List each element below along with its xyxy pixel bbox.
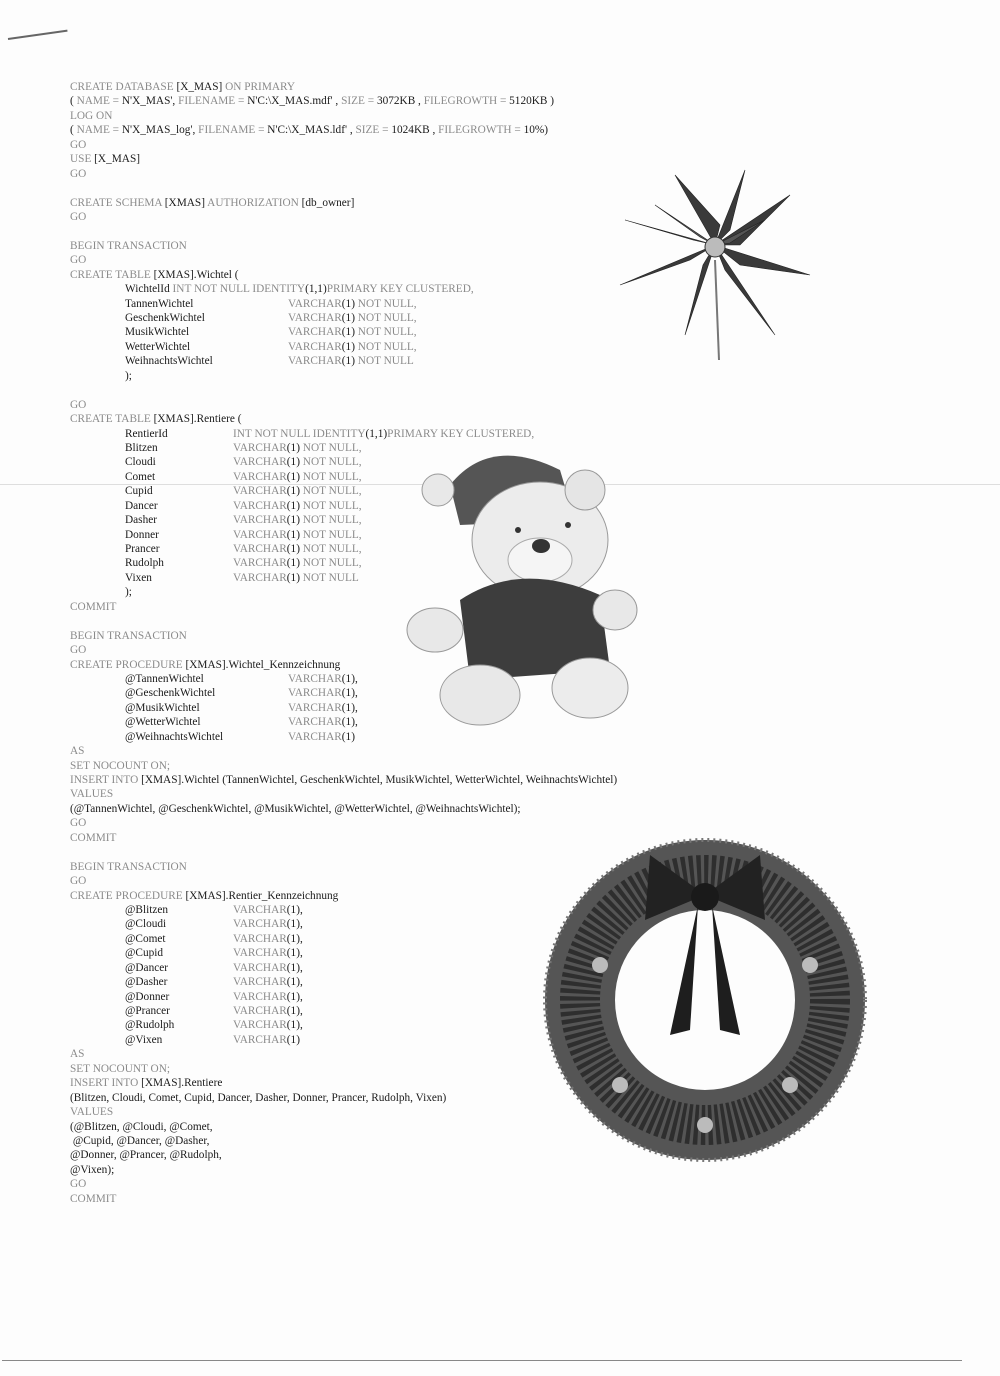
code-line: GO	[70, 644, 87, 657]
procedure-param: @Rudolph VARCHAR(1),	[125, 1019, 303, 1032]
table-column-row: TannenWichtel VARCHAR(1) NOT NULL,	[125, 297, 417, 310]
code-line: USE [X_MAS]	[70, 153, 140, 166]
code-line: COMMIT	[70, 1192, 117, 1205]
code-line: GO	[70, 210, 87, 223]
code-line: LOG ON	[70, 109, 113, 122]
table-column-row: WetterWichtel VARCHAR(1) NOT NULL,	[125, 340, 417, 353]
keyword: CREATE DATABASE	[70, 81, 174, 93]
procedure-param: @Cupid VARCHAR(1),	[125, 947, 303, 960]
table-column-row: Donner VARCHAR(1) NOT NULL,	[125, 528, 362, 541]
code-line: );	[125, 369, 132, 382]
procedure-param: @Prancer VARCHAR(1),	[125, 1005, 303, 1017]
code-line: (Blitzen, Cloudi, Comet, Cupid, Dancer, Dasher, Donner, Prancer, Rudolph, Vixen)	[70, 1091, 447, 1104]
code-line: GO	[70, 167, 87, 180]
code-line: AS	[70, 1048, 85, 1061]
code-line: GO	[70, 875, 87, 888]
code-line: GO	[70, 1178, 87, 1191]
code-line: GO	[70, 817, 87, 830]
table-column-row: MusikWichtel VARCHAR(1) NOT NULL,	[125, 326, 417, 339]
table-column-row: GeschenkWichtel VARCHAR(1) NOT NULL,	[125, 312, 417, 324]
code-line: COMMIT	[70, 600, 117, 613]
page-edge	[2, 1360, 962, 1361]
code-line: (@TannenWichtel, @GeschenkWichtel, @MusikWichtel, @WetterWichtel, @WeihnachtsWichtel);	[70, 802, 521, 815]
procedure-param: @Comet VARCHAR(1),	[125, 932, 303, 945]
code-line: CREATE TABLE [XMAS].Rentiere (	[70, 413, 242, 426]
code-line: @Donner, @Prancer, @Rudolph,	[70, 1149, 222, 1162]
code-line: ( NAME = N'X_MAS', FILENAME = N'C:\X_MAS.mdf' , SIZE = 3072KB , FILEGROWTH = 5120KB )	[70, 95, 555, 108]
code-line: CREATE PROCEDURE [XMAS].Wichtel_Kennzeichnung	[70, 658, 341, 671]
code-line: );	[125, 586, 132, 599]
code-line: SET NOCOUNT ON;	[70, 1062, 171, 1075]
table-column-row: Blitzen VARCHAR(1) NOT NULL,	[125, 441, 362, 454]
procedure-param: @Blitzen VARCHAR(1),	[125, 903, 303, 916]
table-column-row: Dancer VARCHAR(1) NOT NULL,	[125, 499, 362, 512]
table-column-row: Vixen VARCHAR(1) NOT NULL	[125, 571, 359, 584]
procedure-param: @MusikWichtel VARCHAR(1),	[125, 701, 358, 714]
table-column-row: Prancer VARCHAR(1) NOT NULL,	[125, 543, 362, 555]
code-line: GO	[70, 398, 87, 411]
blank-line	[70, 383, 770, 397]
blank-line	[70, 845, 770, 859]
code-line: (@Blitzen, @Cloudi, @Comet,	[70, 1120, 213, 1133]
code-line: VALUES	[70, 788, 114, 801]
table-column-row: WeihnachtsWichtel VARCHAR(1) NOT NULL	[125, 355, 414, 368]
code-line: INSERT INTO [XMAS].Wichtel (TannenWichtel, GeschenkWichtel, MusikWichtel, WetterWichtel, WeihnachtsWichtel)	[70, 774, 618, 786]
table-column-row: RentierId INT NOT NULL IDENTITY(1,1)PRIMARY KEY CLUSTERED,	[125, 427, 535, 440]
code-line: @Vixen);	[70, 1163, 115, 1176]
code-line: VALUES	[70, 1106, 114, 1119]
code-line: CREATE PROCEDURE [XMAS].Rentier_Kennzeichnung	[70, 889, 339, 902]
code-line: AS	[70, 745, 85, 758]
code-line: GO	[70, 254, 87, 267]
code-line: INSERT INTO [XMAS].Rentiere	[70, 1077, 223, 1090]
sql-script	[70, 80, 770, 1206]
code-line: CREATE DATABASE [X_MAS] ON PRIMARY	[70, 81, 296, 93]
procedure-param: @Vixen VARCHAR(1)	[125, 1033, 300, 1046]
table-column-row: Dasher VARCHAR(1) NOT NULL,	[125, 514, 362, 527]
code-line: COMMIT	[70, 831, 117, 844]
code-line: CREATE TABLE [XMAS].Wichtel (	[70, 268, 239, 281]
table-column-row: Comet VARCHAR(1) NOT NULL,	[125, 470, 362, 483]
staple-mark	[8, 30, 68, 40]
table-column-row: WichtelId INT NOT NULL IDENTITY(1,1)PRIMARY KEY CLUSTERED,	[125, 283, 474, 296]
procedure-param: @WeihnachtsWichtel VARCHAR(1)	[125, 730, 355, 743]
code-line: BEGIN TRANSACTION	[70, 860, 187, 873]
procedure-param: @Cloudi VARCHAR(1),	[125, 918, 303, 931]
blank-line	[70, 181, 770, 195]
code-line: @Cupid, @Dancer, @Dasher,	[70, 1134, 210, 1147]
code-line: ( NAME = N'X_MAS_log', FILENAME = N'C:\X_MAS.ldf' , SIZE = 1024KB , FILEGROWTH = 10%)	[70, 124, 549, 137]
procedure-param: @TannenWichtel VARCHAR(1),	[125, 672, 358, 685]
table-column-row: Cupid VARCHAR(1) NOT NULL,	[125, 485, 362, 498]
code-line: BEGIN TRANSACTION	[70, 239, 187, 252]
table-column-row: Cloudi VARCHAR(1) NOT NULL,	[125, 456, 362, 469]
procedure-param: @Donner VARCHAR(1),	[125, 990, 303, 1003]
procedure-param: @Dasher VARCHAR(1),	[125, 976, 303, 989]
blank-line	[70, 224, 770, 238]
procedure-param: @Dancer VARCHAR(1),	[125, 961, 303, 974]
code-line: SET NOCOUNT ON;	[70, 759, 171, 772]
blank-line	[70, 614, 770, 628]
table-column-row: Rudolph VARCHAR(1) NOT NULL,	[125, 557, 362, 570]
procedure-param: @WetterWichtel VARCHAR(1),	[125, 716, 358, 729]
code-line: GO	[70, 138, 87, 151]
code-line: BEGIN TRANSACTION	[70, 629, 187, 642]
code-line: CREATE SCHEMA [XMAS] AUTHORIZATION [db_owner]	[70, 196, 355, 209]
procedure-param: @GeschenkWichtel VARCHAR(1),	[125, 687, 358, 700]
